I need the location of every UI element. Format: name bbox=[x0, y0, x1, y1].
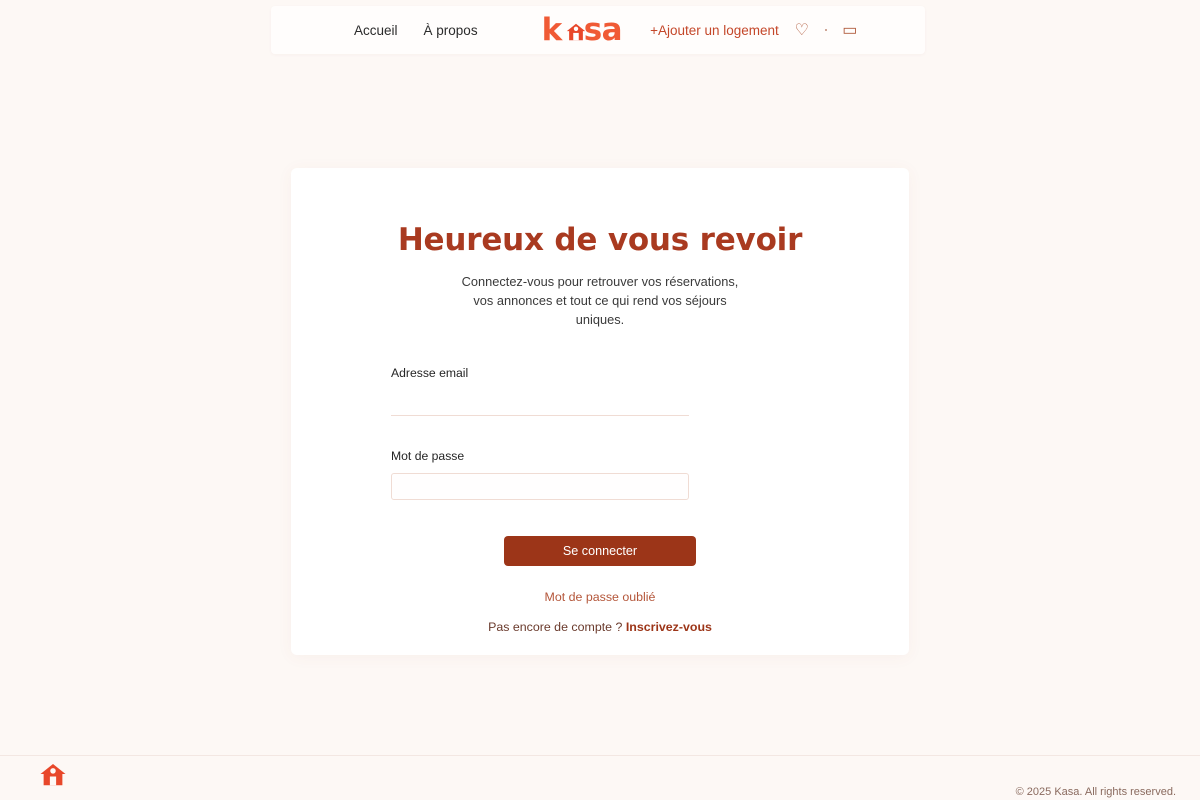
nav-link-a-propos[interactable]: À propos bbox=[423, 22, 478, 38]
nav-separator-dot bbox=[825, 29, 827, 31]
brand-logo-text-left: k bbox=[541, 11, 562, 48]
nav-link-accueil[interactable]: Accueil bbox=[354, 22, 398, 38]
password-field-group bbox=[391, 449, 809, 500]
add-listing-link[interactable]: +Ajouter un logement bbox=[650, 22, 779, 38]
password-label: Mot de passe bbox=[391, 448, 465, 463]
page-subtitle: Connectez-vous pour retrouver vos réservations, vos annonces et tout ce qui rend vos séjours uniques. bbox=[461, 274, 739, 328]
signup-prompt: Pas encore de compte ? bbox=[488, 619, 623, 634]
chat-icon[interactable]: ▭ bbox=[842, 22, 858, 39]
password-input[interactable] bbox=[391, 473, 689, 500]
house-icon bbox=[36, 759, 70, 789]
email-label: Adresse email bbox=[391, 365, 469, 380]
footer bbox=[0, 755, 1200, 800]
submit-button[interactable]: Se connecter bbox=[504, 536, 696, 566]
page-title: Heureux de vous revoir bbox=[397, 222, 803, 258]
login-card-body bbox=[291, 168, 909, 634]
email-input[interactable] bbox=[391, 390, 689, 416]
top-navbar bbox=[271, 6, 925, 54]
login-card bbox=[291, 168, 909, 655]
signup-row bbox=[391, 620, 809, 634]
login-form bbox=[391, 366, 809, 634]
forgot-password-link[interactable]: Mot de passe oublié bbox=[544, 589, 656, 604]
signup-link[interactable]: Inscrivez-vous bbox=[625, 619, 712, 634]
nav-links bbox=[354, 23, 478, 38]
form-spacer bbox=[391, 416, 809, 449]
heart-icon[interactable]: ♡ bbox=[794, 22, 809, 39]
footer-copyright: © 2025 Kasa. All rights reserved. bbox=[1015, 786, 1176, 798]
nav-actions bbox=[650, 21, 859, 39]
brand-logo[interactable] bbox=[541, 11, 623, 48]
email-field-group bbox=[391, 366, 809, 416]
brand-logo-text-right: sa bbox=[583, 11, 623, 48]
